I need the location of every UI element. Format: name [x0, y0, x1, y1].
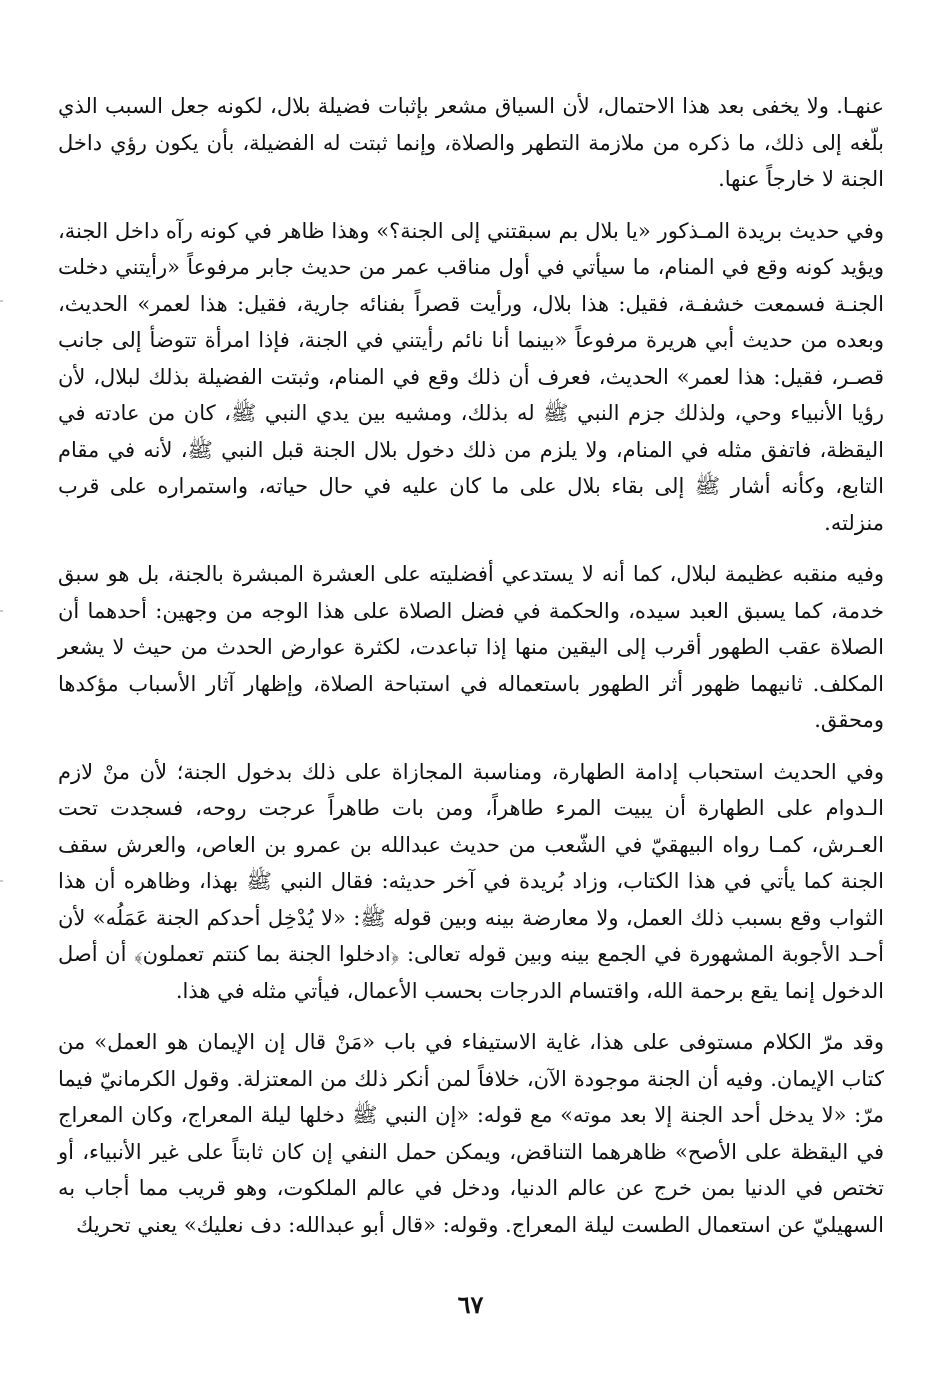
- scan-edge-mark: [0, 880, 3, 882]
- page-number: ٦٧: [457, 1290, 484, 1319]
- paragraph-4: وفي الحديث استحباب إدامة الطهارة، ومناسبة المجازاة على ذلك بدخول الجنة؛ لأن منْ لازم الـدوام على الطهارة أن يبيت المرء طاهراً، ومن بات طاهراً عرجت روحه، فسجدت تحت العـرش، كمـا رواه البيهقيّ في الشّعب من حديث عبدالله بن عمرو بن العاص، والعرش سقف الجنة كما يأتي في هذا الكتاب، وزاد بُريدة في آخر حديثه: فقال النبي ﷺ بهذا، وظاهره أن هذا الثواب وقع بسبب ذلك العمل، ولا معارضة بينه وبين قوله ﷺ: «لا يُدْخِل أحدكم الجنة عَمَلُه» لأن أحـد الأجوبة المشهورة في الجمع بينه وبين قوله تعالى: ﴿ادخلوا الجنة بما كنتم تعملون﴾ أن أصل الدخول إنما يقع برحمة الله، واقتسام الدرجات بحسب الأعمال، فيأتي مثله في هذا.: [58, 759, 884, 1003]
- scan-edge-mark: [0, 610, 3, 612]
- paragraph-1: عنهـا. ولا يخفى بعد هذا الاحتمال، لأن السياق مشعر بإثبات فضيلة بلال، لكونه جعل السبب الذي بلّغه إلى ذلك، ما ذكره من ملازمة التطهر والصلاة، وإنما ثبتت له الفضيلة، بأن يكون رؤي داخل الجنة لا خارجاً عنها.: [58, 94, 884, 191]
- page-body: [58, 88, 884, 1288]
- paragraph-2: وفي حديث بريدة المـذكور «يا بلال بم سبقتني إلى الجنة؟» وهذا ظاهر في كونه رآه داخل الجنة، ويؤيد كونه وقع في المنام، ما سيأتي في أول مناقب عمر من حديث جابر مرفوعاً «رأيتني دخلت الجنـة فسمعت خشفـة، فقيل: هذا بلال، ورأيت قصراً بفنائه جارية، فقيل: هذا لعمر» الحديث، وبعده من حديث أبي هريرة مرفوعاً «بينما أنا نائم رأيتني في الجنة، فإذا امرأة تتوضأ إلى جانب قصـر، فقيل: هذا لعمر» الحديث، فعرف أن ذلك وقع في المنام، وثبتت الفضيلة بذلك لبلال، لأن رؤيا الأنبياء وحي، ولذلك جزم النبي ﷺ له بذلك، ومشيه بين يدي النبي ﷺ، كان من عادته في اليقظة، فاتفق مثله في المنام، ولا يلزم من ذلك دخول بلال الجنة قبل النبي ﷺ، لأنه في مقام التابع، وكأنه أشار ﷺ إلى بقاء بلال على ما كان عليه في حال حياته، واستمراره على قرب منزلته.: [58, 218, 884, 535]
- paragraph-3: وفيه منقبه عظيمة لبلال، كما أنه لا يستدعي أفضليته على العشرة المبشرة بالجنة، بل هو سبق خدمة، كما يسبق العبد سيده، والحكمة في فضل الصلاة على هذا الوجه من وجهين: أحدهما أن الصلاة عقب الطهور أقرب إلى اليقين منها إذا تباعدت، لكثرة عوارض الحدث من حيث لا يشعر المكلف. ثانيهما ظهور أثر الطهور باستعماله في استباحة الصلاة، وإظهار آثار الأسباب مؤكدها ومحقق.: [58, 562, 884, 732]
- scan-edge-mark: [0, 300, 3, 302]
- paragraph-5: وقد مرّ الكلام مستوفى على هذا، غاية الاستيفاء في باب «مَنْ قال إن الإيمان هو العمل» من كتاب الإيمان. وفيه أن الجنة موجودة الآن، خلافاً لمن أنكر ذلك من المعتزلة. وقول الكرمانيّ فيما مرّ: «لا يدخل أحد الجنة إلا بعد موته» مع قوله: «إن النبي ﷺ دخلها ليلة المعراج، وكان المعراج في اليقظة على الأصح» ظاهرهما التناقض، ويمكن حمل النفي إن كان ثابتاً على غير الأنبياء، أو تختص في الدنيا بمن خرج عن عالم الدنيا، ودخل في عالم الملكوت، وهو قريب مما أجاب به السهيليّ عن استعمال الطست ليلة المعراج. وقوله: «قال أبو عبدالله: دف نعليك» يعني تحريك: [58, 1030, 884, 1237]
